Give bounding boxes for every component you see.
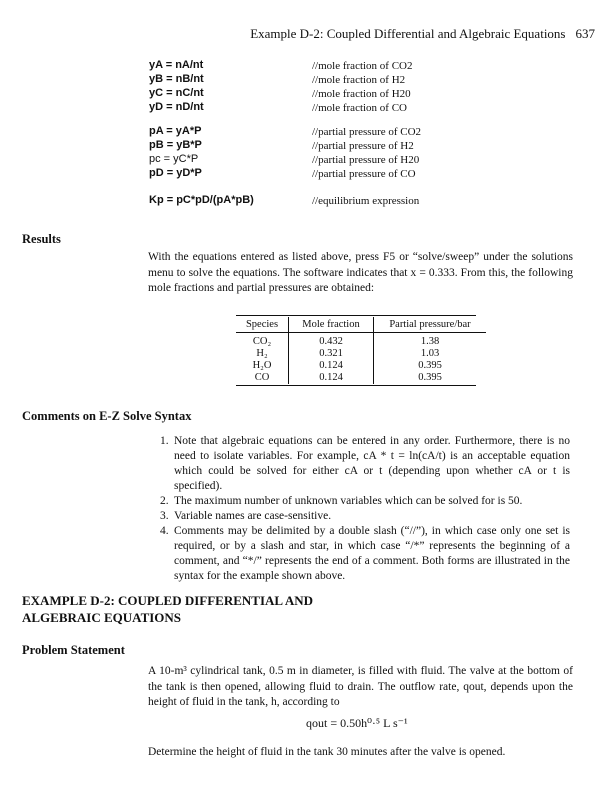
table-header-row (236, 317, 486, 333)
list-item: 1. Note that algebraic equations can be entered in any order. Furthermore, there is no need to isolate variables. For example, cA * t = ln(cA/t) is an acceptable equation which could be solved for either cA or t (depending upon whether cA or t is specified). (160, 435, 570, 492)
table-header-cell: Species (236, 317, 289, 333)
code-line: pB = yB*P (149, 139, 202, 151)
code-comment: //mole fraction of CO (312, 102, 408, 114)
list-item: 3. Variable names are case-sensitive. (160, 510, 332, 522)
table-cell: 1.38 (420, 336, 440, 347)
code-line: yC = nC/nt (149, 87, 204, 99)
table-header-cell: Partial pressure/bar (374, 317, 487, 333)
table-cell: CO₂ (236, 333, 289, 349)
list-item: 4. Comments may be delimited by a double slash (“//”), in which case only one set is required, or by a slash and star, in which case “/*” represents the beginning of a comment, and “*/” represents the end of a comment. Both forms are illustrated in the syntax for the example shown above. (160, 525, 570, 582)
table-cell: 0.124 (289, 360, 374, 372)
table-row (236, 348, 486, 360)
code-comment: //mole fraction of CO2 (312, 60, 413, 72)
table-cell: H₂ (236, 348, 289, 360)
table-bottom-rule (236, 385, 476, 386)
code-comment: //mole fraction of H20 (312, 88, 411, 100)
comments-heading: Comments on E-Z Solve Syntax (22, 409, 192, 423)
table-top-rule (236, 315, 476, 316)
list-item: 2. The maximum number of unknown variables which can be solved for is 50. (160, 495, 523, 507)
code-line: pc = yC*P (149, 153, 199, 165)
code-line: yA = nA/nt (149, 59, 204, 71)
code-line: yD = nD/nt (149, 101, 204, 113)
table-cell: 1.03 (420, 348, 440, 359)
code-comment: //equilibrium expression (312, 195, 420, 207)
closing-text: Determine the height of fluid in the tank 30 minutes after the valve is opened. (148, 746, 506, 758)
results-table (236, 317, 486, 384)
code-line: pD = yD*P (149, 167, 202, 179)
comments-list (160, 434, 570, 584)
table-cell: CO (236, 372, 289, 384)
table-cell: 0.395 (418, 372, 442, 383)
header-title: Example D-2: Coupled Differential and Algebraic Equations (250, 26, 566, 41)
table-cell: H₂O (236, 360, 289, 372)
table-cell: 0.124 (289, 372, 374, 384)
results-heading: Results (22, 232, 61, 246)
code-comment: //partial pressure of H2 (312, 140, 414, 152)
table-row (236, 333, 486, 349)
code-comment: //partial pressure of CO (312, 168, 416, 180)
table-row (236, 372, 486, 384)
table-row (236, 360, 486, 372)
code-line: yB = nB/nt (149, 73, 204, 85)
code-line: Kp = pC*pD/(pA*pB) (149, 194, 254, 206)
problem-text: A 10-m³ cylindrical tank, 0.5 m in diameter, is filled with fluid. The valve at the bottom of the tank is then opened, allowing fluid to drain. The outflow rate, qout, depends upon the height of fluid in the tank, h, according to (148, 665, 573, 708)
code-comment: //partial pressure of H20 (312, 154, 420, 166)
table-cell: 0.432 (289, 333, 374, 349)
code-comment: //partial pressure of CO2 (312, 126, 422, 138)
example-title: EXAMPLE D-2: COUPLED DIFFERENTIAL AND ALGEBRAIC EQUATIONS (22, 593, 314, 625)
results-paragraph: With the equations entered as listed above, press F5 or “solve/sweep” under the solutions menu to solve the equations. The software indicates that x = 0.333. From this, the following mole fractions and partial pressures are obtained: (148, 251, 573, 294)
running-header (250, 26, 595, 42)
table-cell: 0.321 (289, 348, 374, 360)
outflow-equation: qout = 0.50h⁰·⁵ L s⁻¹ (306, 716, 408, 730)
page-number: 637 (575, 26, 595, 41)
code-line: pA = yA*P (149, 125, 202, 137)
table-cell: 0.395 (418, 360, 442, 371)
problem-heading: Problem Statement (22, 643, 125, 657)
code-comment: //mole fraction of H2 (312, 74, 406, 86)
table-header-cell: Mole fraction (289, 317, 374, 333)
